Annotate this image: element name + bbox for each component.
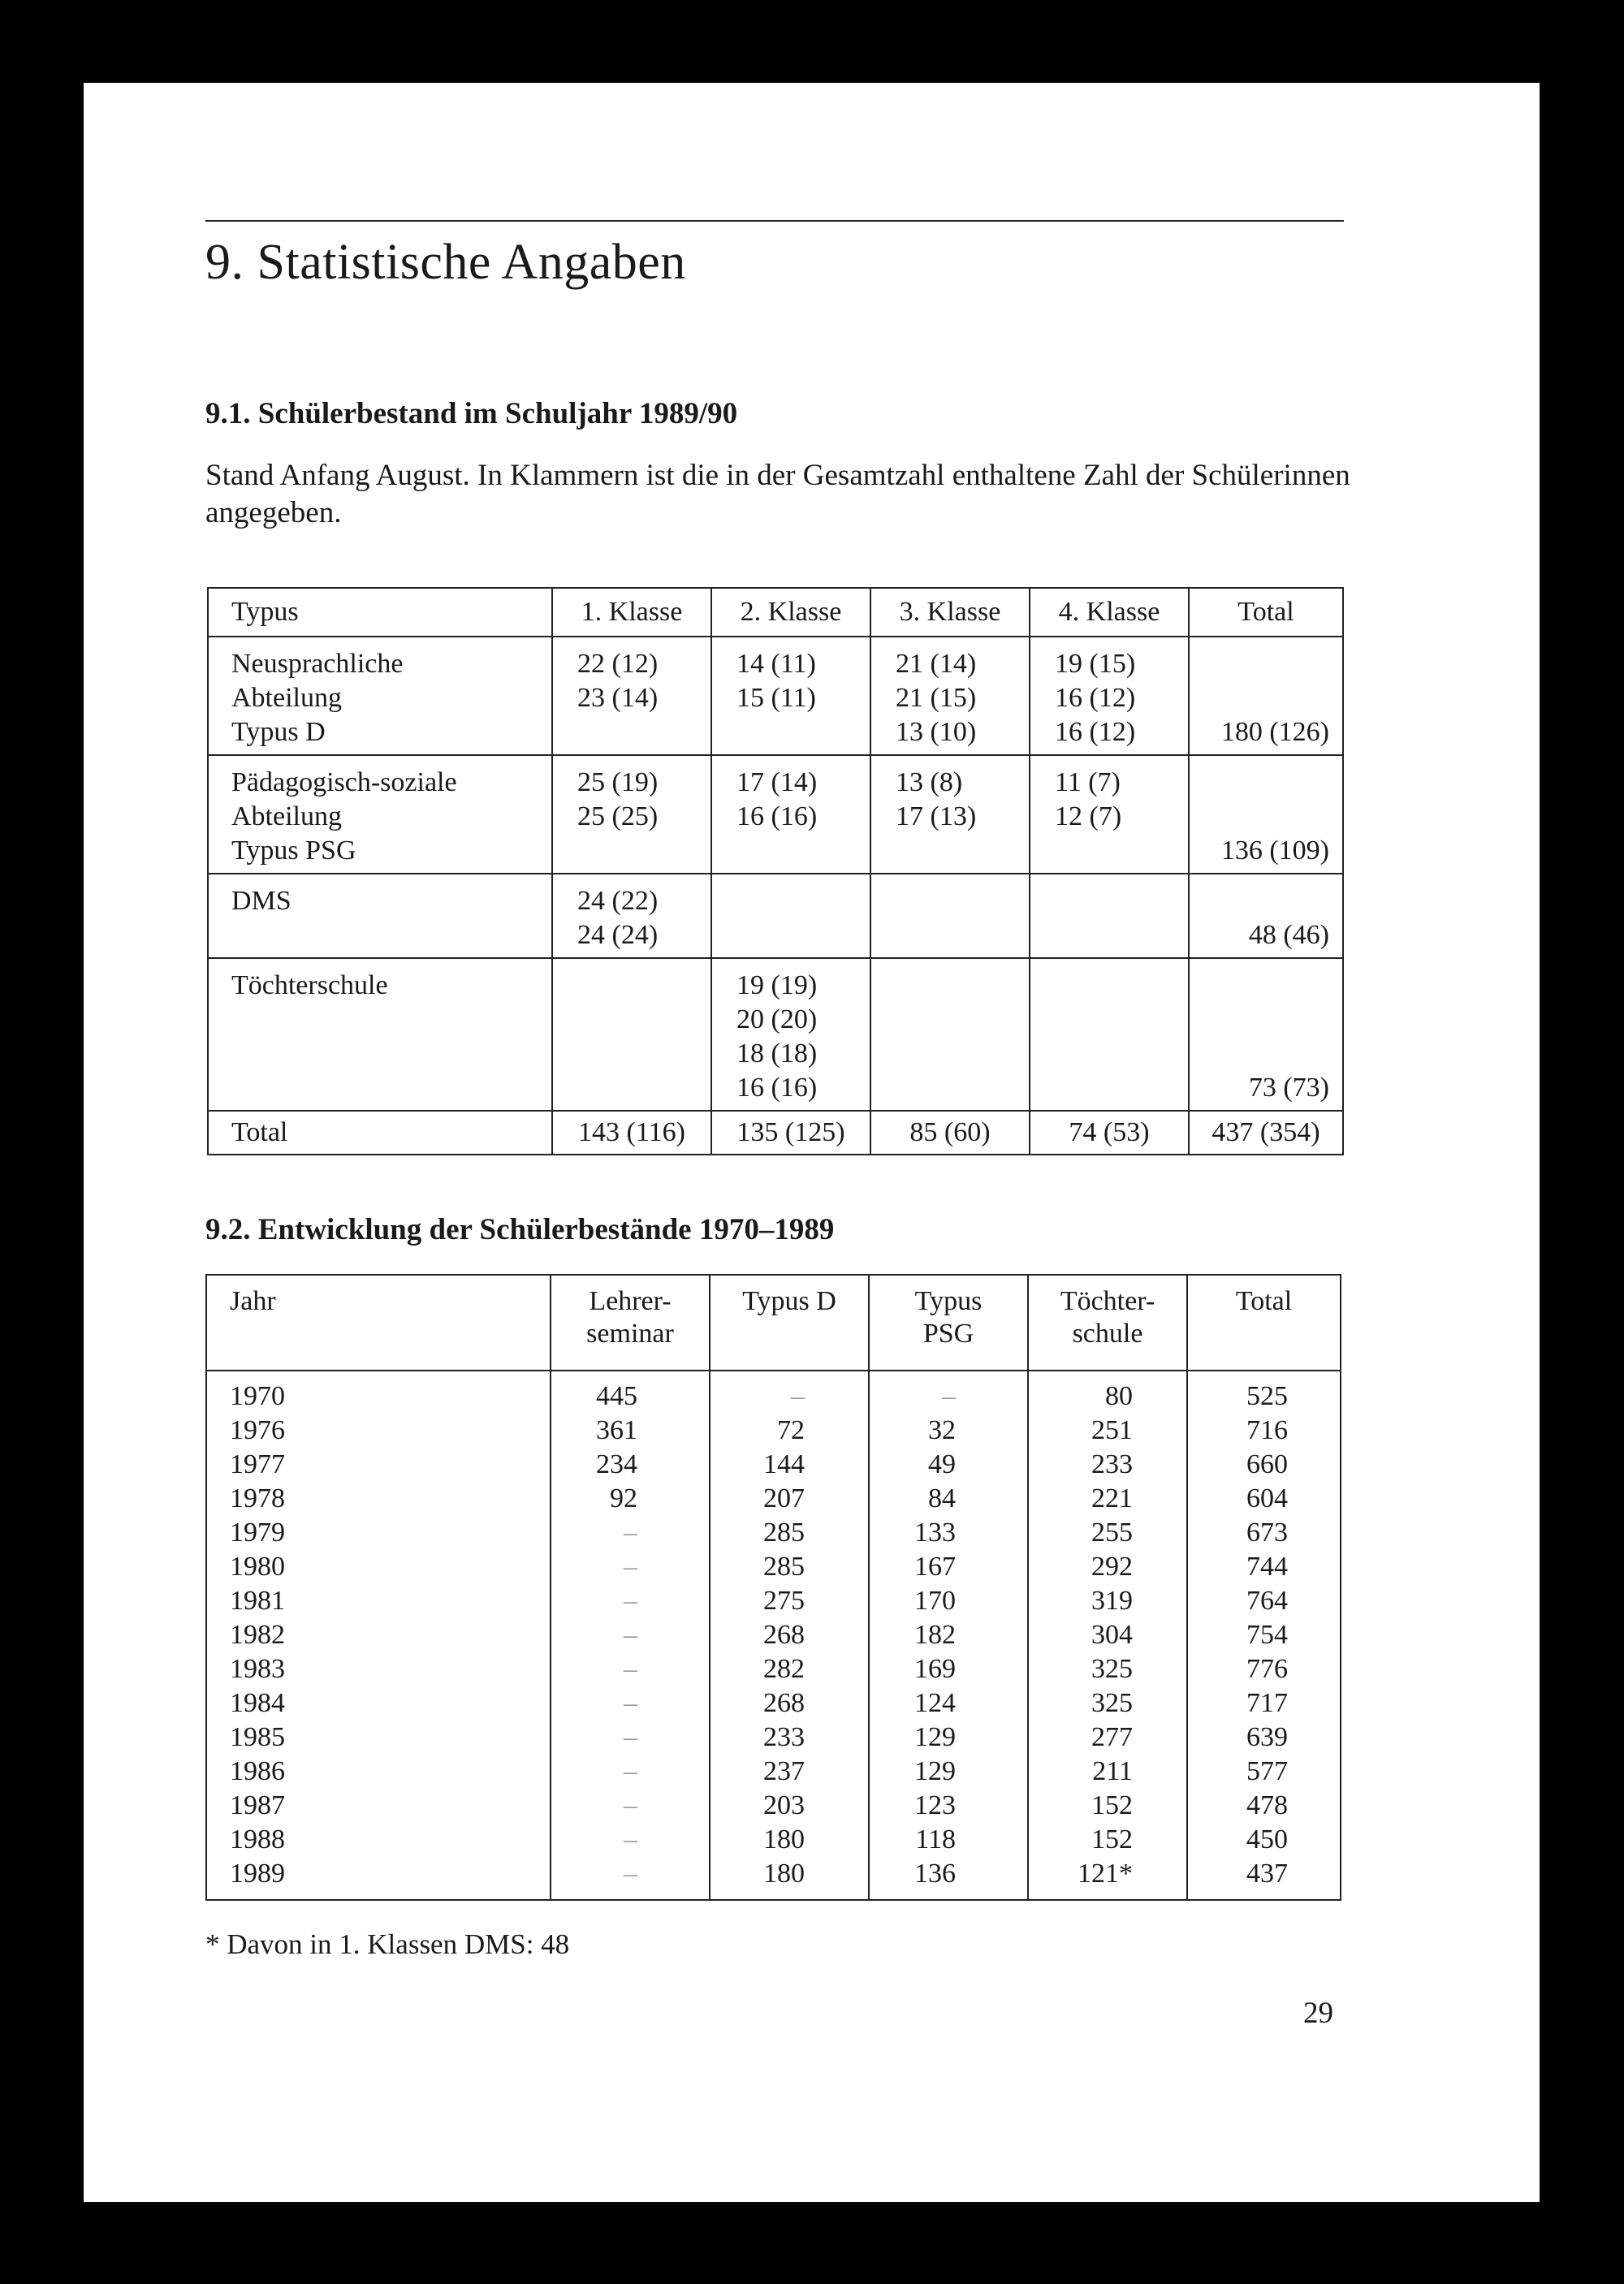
cell-line: 48 (46): [1248, 920, 1329, 950]
data-column: [869, 1371, 1028, 1900]
cell-line: 23 (14): [577, 683, 659, 713]
total-cell: 135 (125): [711, 1111, 870, 1155]
cell-line: [553, 834, 710, 868]
total-cell: Total: [208, 1111, 552, 1155]
table-cell: 1982: [230, 1620, 285, 1650]
table-cell: –: [791, 1381, 805, 1411]
table-cell: 525: [1246, 1381, 1288, 1411]
k1-cell: [552, 874, 711, 958]
table-cell: 1976: [230, 1415, 285, 1445]
table-cell: 292: [1091, 1552, 1133, 1582]
table-cell: 152: [1091, 1824, 1133, 1854]
cell-line: [712, 715, 870, 749]
cell-line: 16 (16): [736, 1073, 818, 1103]
table-cell: 203: [763, 1790, 805, 1820]
cell-lines: [1190, 637, 1342, 754]
cell-line: [871, 884, 1029, 918]
footnote: * Davon in 1. Klassen DMS: 48: [205, 1928, 570, 1960]
header-line: Total: [1235, 1286, 1293, 1316]
cell-line: [1030, 834, 1188, 868]
table-cell: 1986: [230, 1756, 285, 1786]
cell-line: 22 (12): [577, 649, 659, 679]
cell-line: [1190, 1003, 1342, 1037]
table-cell: 450: [1246, 1824, 1288, 1854]
table-cell: 776: [1246, 1654, 1288, 1684]
cell-line: [553, 1037, 710, 1071]
table-cell: 478: [1246, 1790, 1288, 1820]
k1-cell: [552, 637, 711, 755]
cell-lines: [209, 959, 551, 1110]
label_lines-cell: [208, 637, 552, 755]
cell-line: 180 (126): [1220, 717, 1329, 747]
table-cell: 92: [610, 1483, 637, 1513]
header-cell: [206, 1275, 551, 1371]
table-cell: 716: [1246, 1415, 1288, 1445]
cell-lines: [209, 874, 551, 957]
header-cell: [1187, 1275, 1341, 1371]
table-cell: –: [624, 1654, 637, 1684]
table-cell: –: [942, 1381, 956, 1411]
cell-line: 136 (109): [1220, 835, 1329, 866]
table-cell: 144: [763, 1449, 805, 1479]
table-cell: 221: [1091, 1483, 1133, 1513]
table-cell: 325: [1091, 1688, 1133, 1718]
data-column: [1028, 1371, 1187, 1900]
cell-line: [712, 884, 870, 918]
cell-lines: [209, 637, 551, 754]
cell-lines: [553, 874, 710, 957]
table-cell: 639: [1246, 1722, 1288, 1752]
cell-line: 15 (11): [736, 683, 816, 713]
table-cell: 1988: [230, 1824, 285, 1854]
table-cell: 237: [763, 1756, 805, 1786]
table-cell: 123: [914, 1790, 956, 1820]
header-cell: [1028, 1275, 1187, 1371]
table-cell: 124: [914, 1688, 956, 1718]
cell-line: [1190, 681, 1342, 715]
cell-lines: [1030, 874, 1188, 957]
cell-lines: [712, 756, 870, 873]
header-line: Jahr: [230, 1286, 276, 1316]
cell-line: [553, 1003, 710, 1037]
cell-line: DMS: [231, 886, 292, 916]
title-rule: [205, 220, 1344, 222]
cell-line: [1030, 1071, 1188, 1105]
table-cell: 251: [1091, 1415, 1133, 1445]
table-cell: 1981: [230, 1586, 285, 1616]
table-cell: 1985: [230, 1722, 285, 1752]
header-cell: [551, 1275, 710, 1371]
cell-lines: [1190, 756, 1342, 873]
cell-line: Abteilung: [231, 801, 342, 831]
cell-line: 24 (22): [577, 886, 659, 916]
table-cell: 604: [1246, 1483, 1288, 1513]
k4-cell: [1030, 958, 1189, 1111]
section-heading-9-1: 9.1. Schülerbestand im Schuljahr 1989/90: [205, 397, 738, 430]
cell-line: [871, 1037, 1029, 1071]
cell-line: [871, 969, 1029, 1003]
table-cell: 319: [1091, 1586, 1133, 1616]
cell-line: 13 (8): [896, 767, 963, 797]
cell-line: [553, 715, 710, 749]
table-cell: 72: [777, 1415, 805, 1445]
table-cell: 84: [928, 1483, 956, 1513]
cell-line: [1030, 918, 1188, 952]
cell-line: [553, 1071, 710, 1105]
cell-line: 17 (13): [896, 801, 977, 831]
k2-cell: [711, 637, 870, 755]
cell-lines: [553, 959, 710, 1110]
table-cell: 673: [1246, 1518, 1288, 1548]
cell-line: [871, 834, 1029, 868]
total-cell: 85 (60): [870, 1111, 1030, 1155]
k3-cell: [870, 755, 1030, 874]
cell-line: 19 (15): [1055, 649, 1136, 679]
total-cell: 143 (116): [552, 1111, 711, 1155]
table-row: [208, 637, 1343, 755]
table-cell: 1983: [230, 1654, 285, 1684]
table-cell: 169: [914, 1654, 956, 1684]
table-cell: 744: [1246, 1552, 1288, 1582]
table-cell: 285: [763, 1552, 805, 1582]
cell-line: Töchterschule: [231, 970, 388, 1000]
table-cell: 445: [596, 1381, 637, 1411]
header-cell: [710, 1275, 869, 1371]
table-cell: 136: [914, 1859, 956, 1889]
table-cell: 1989: [230, 1859, 285, 1889]
cell-line: Abteilung: [231, 683, 342, 713]
cell-lines: [712, 874, 870, 957]
table-cell: 282: [763, 1654, 805, 1684]
table-header-row: [208, 588, 1343, 637]
cell-line: 25 (19): [577, 767, 659, 797]
k3-cell: [870, 958, 1030, 1111]
k4-cell: [1030, 637, 1189, 755]
label_lines-cell: [208, 874, 552, 958]
header-cell: 1. Klasse: [552, 588, 711, 637]
table-cell: 1980: [230, 1552, 285, 1582]
cell-line: Typus D: [231, 717, 326, 747]
data-column: [1187, 1371, 1341, 1900]
cell-lines: [712, 637, 870, 754]
table-cell: 233: [1091, 1449, 1133, 1479]
table-cell: 207: [763, 1483, 805, 1513]
cell-line: [209, 918, 551, 952]
chapter-title: 9. Statistische Angaben: [205, 235, 686, 290]
table-body: [206, 1371, 1341, 1900]
table-cell: 180: [763, 1824, 805, 1854]
table-cell: –: [624, 1722, 637, 1752]
total-cell: 437 (354): [1189, 1111, 1343, 1155]
cell-line: [1030, 884, 1188, 918]
header-line: Töchter-: [1060, 1286, 1155, 1316]
cell-lines: [871, 637, 1029, 754]
header-cell: 2. Klasse: [711, 588, 870, 637]
header-cell: [869, 1275, 1028, 1371]
table-cell: –: [624, 1518, 637, 1548]
table-header-row: [206, 1275, 1341, 1371]
table-row: [208, 958, 1343, 1111]
cell-line: Neusprachliche: [231, 649, 404, 679]
table-row: [208, 755, 1343, 874]
cell-line: 24 (24): [577, 920, 659, 950]
table-cell: 32: [928, 1415, 956, 1445]
table-cell: 152: [1091, 1790, 1133, 1820]
cell-line: [871, 918, 1029, 952]
k4-cell: [1030, 874, 1189, 958]
k2-cell: [711, 958, 870, 1111]
table-cell: 180: [763, 1859, 805, 1889]
total-cell: [1189, 637, 1343, 755]
table-cell: 577: [1246, 1756, 1288, 1786]
k3-cell: [870, 637, 1030, 755]
table-cell: –: [624, 1859, 637, 1889]
table-cell: 80: [1105, 1381, 1133, 1411]
header-cell: 3. Klasse: [870, 588, 1030, 637]
intro-paragraph: Stand Anfang August. In Klammern ist die in der Gesamtzahl enthaltene Zahl der Schülerinnen angegeben.: [205, 459, 1350, 529]
cell-line: [1190, 800, 1342, 834]
table-cell: –: [624, 1824, 637, 1854]
cell-line: 11 (7): [1055, 767, 1121, 797]
table-cell: 268: [763, 1620, 805, 1650]
table-cell: –: [624, 1620, 637, 1650]
table-cell: 129: [914, 1756, 956, 1786]
header-cell: 4. Klasse: [1030, 588, 1189, 637]
cell-lines: [553, 637, 710, 754]
header-line: Typus D: [742, 1286, 836, 1316]
table-cell: 1984: [230, 1688, 285, 1718]
cell-line: Pädagogisch-soziale: [231, 767, 457, 797]
cell-line: [1190, 766, 1342, 800]
table-cell: 118: [915, 1824, 956, 1854]
cell-line: [209, 1071, 551, 1105]
cell-line: [712, 834, 870, 868]
cell-lines: [209, 756, 551, 873]
table-cell: –: [624, 1756, 637, 1786]
table-cell: 167: [914, 1552, 956, 1582]
cell-lines: [1190, 874, 1342, 957]
cell-lines: [1190, 959, 1342, 1110]
table-cell: 1970: [230, 1381, 285, 1411]
cell-line: [871, 1071, 1029, 1105]
cell-line: [1190, 969, 1342, 1003]
k4-cell: [1030, 755, 1189, 874]
header-cell: Typus: [208, 588, 552, 637]
cell-line: [1190, 1037, 1342, 1071]
table-cell: 1978: [230, 1483, 285, 1513]
enrollment-history-table: [205, 1274, 1341, 1901]
table-cell: 764: [1246, 1586, 1288, 1616]
table-cell: 129: [914, 1722, 956, 1752]
cell-line: 17 (14): [736, 767, 818, 797]
table-cell: 717: [1246, 1688, 1288, 1718]
header-line: seminar: [586, 1319, 674, 1349]
cell-line: 21 (14): [896, 649, 977, 679]
cell-line: 14 (11): [736, 649, 816, 679]
cell-line: 18 (18): [736, 1038, 818, 1069]
page-number: 29: [1303, 1997, 1333, 2030]
table-cell: 361: [596, 1415, 637, 1445]
cell-line: 21 (15): [896, 683, 977, 713]
cell-line: [1030, 969, 1188, 1003]
label_lines-cell: [208, 755, 552, 874]
cell-line: 16 (12): [1055, 683, 1136, 713]
header-line: PSG: [922, 1319, 974, 1349]
cell-lines: [871, 756, 1029, 873]
cell-lines: [871, 959, 1029, 1110]
cell-line: 16 (12): [1055, 717, 1136, 747]
cell-line: 25 (25): [577, 801, 659, 831]
total-cell: [1189, 958, 1343, 1111]
cell-line: [712, 918, 870, 952]
cell-lines: [1030, 959, 1188, 1110]
cell-line: [209, 1003, 551, 1037]
header-line: Lehrer-: [589, 1286, 672, 1316]
table-cell: 277: [1091, 1722, 1133, 1752]
cell-lines: [1030, 637, 1188, 754]
table-cell: 660: [1246, 1449, 1288, 1479]
data-column: [551, 1371, 710, 1900]
total-cell: [1189, 755, 1343, 874]
cell-line: [1030, 1003, 1188, 1037]
cell-line: [553, 969, 710, 1003]
total-cell: [1189, 874, 1343, 958]
cell-line: [1190, 647, 1342, 681]
table-cell: 754: [1246, 1620, 1288, 1650]
table-cell: 285: [763, 1518, 805, 1548]
cell-lines: [712, 959, 870, 1110]
table-cell: 49: [928, 1449, 956, 1479]
cell-line: [1030, 1037, 1188, 1071]
table-cell: 268: [763, 1688, 805, 1718]
data-column: [710, 1371, 869, 1900]
table-cell: 133: [914, 1518, 956, 1548]
section-heading-9-2: 9.2. Entwicklung der Schülerbestände 1970–1989: [205, 1213, 835, 1246]
cell-line: 12 (7): [1055, 801, 1122, 831]
table-cell: 182: [914, 1620, 956, 1650]
cell-lines: [871, 874, 1029, 957]
table-cell: 211: [1092, 1756, 1133, 1786]
table-cell: 234: [596, 1449, 637, 1479]
cell-line: [871, 1003, 1029, 1037]
header-line: Typus: [914, 1286, 983, 1316]
k2-cell: [711, 755, 870, 874]
cell-lines: [1030, 756, 1188, 873]
k3-cell: [870, 874, 1030, 958]
cell-line: 19 (19): [736, 970, 818, 1000]
k1-cell: [552, 755, 711, 874]
k1-cell: [552, 958, 711, 1111]
table-cell: 304: [1091, 1620, 1133, 1650]
table-cell: 233: [763, 1722, 805, 1752]
total-row: [208, 1111, 1343, 1155]
k2-cell: [711, 874, 870, 958]
cell-line: 16 (16): [736, 801, 818, 831]
table-cell: 1977: [230, 1449, 285, 1479]
table-cell: 325: [1091, 1654, 1133, 1684]
cell-line: 73 (73): [1248, 1073, 1329, 1103]
data-column: [206, 1371, 551, 1900]
cell-line: [209, 1037, 551, 1071]
cell-line: 20 (20): [736, 1004, 818, 1034]
label_lines-cell: [208, 958, 552, 1111]
table-cell: 1979: [230, 1518, 285, 1548]
table-cell: 121*: [1078, 1859, 1133, 1889]
table-cell: 170: [914, 1586, 956, 1616]
header-cell: Total: [1189, 588, 1343, 637]
table-cell: 1987: [230, 1790, 285, 1820]
table-cell: –: [624, 1790, 637, 1820]
cell-line: 13 (10): [896, 717, 977, 747]
header-line: schule: [1072, 1319, 1143, 1349]
total-cell: 74 (53): [1030, 1111, 1189, 1155]
cell-lines: [553, 756, 710, 873]
table-cell: –: [624, 1552, 637, 1582]
table-cell: 275: [763, 1586, 805, 1616]
cell-line: [1190, 884, 1342, 918]
table-cell: –: [624, 1586, 637, 1616]
enrollment-table-1989-90: [207, 587, 1344, 1155]
table-cell: 437: [1246, 1859, 1288, 1889]
table-cell: 255: [1091, 1518, 1133, 1548]
cell-line: Typus PSG: [231, 835, 356, 866]
table-cell: –: [624, 1688, 637, 1718]
table-row: [208, 874, 1343, 958]
